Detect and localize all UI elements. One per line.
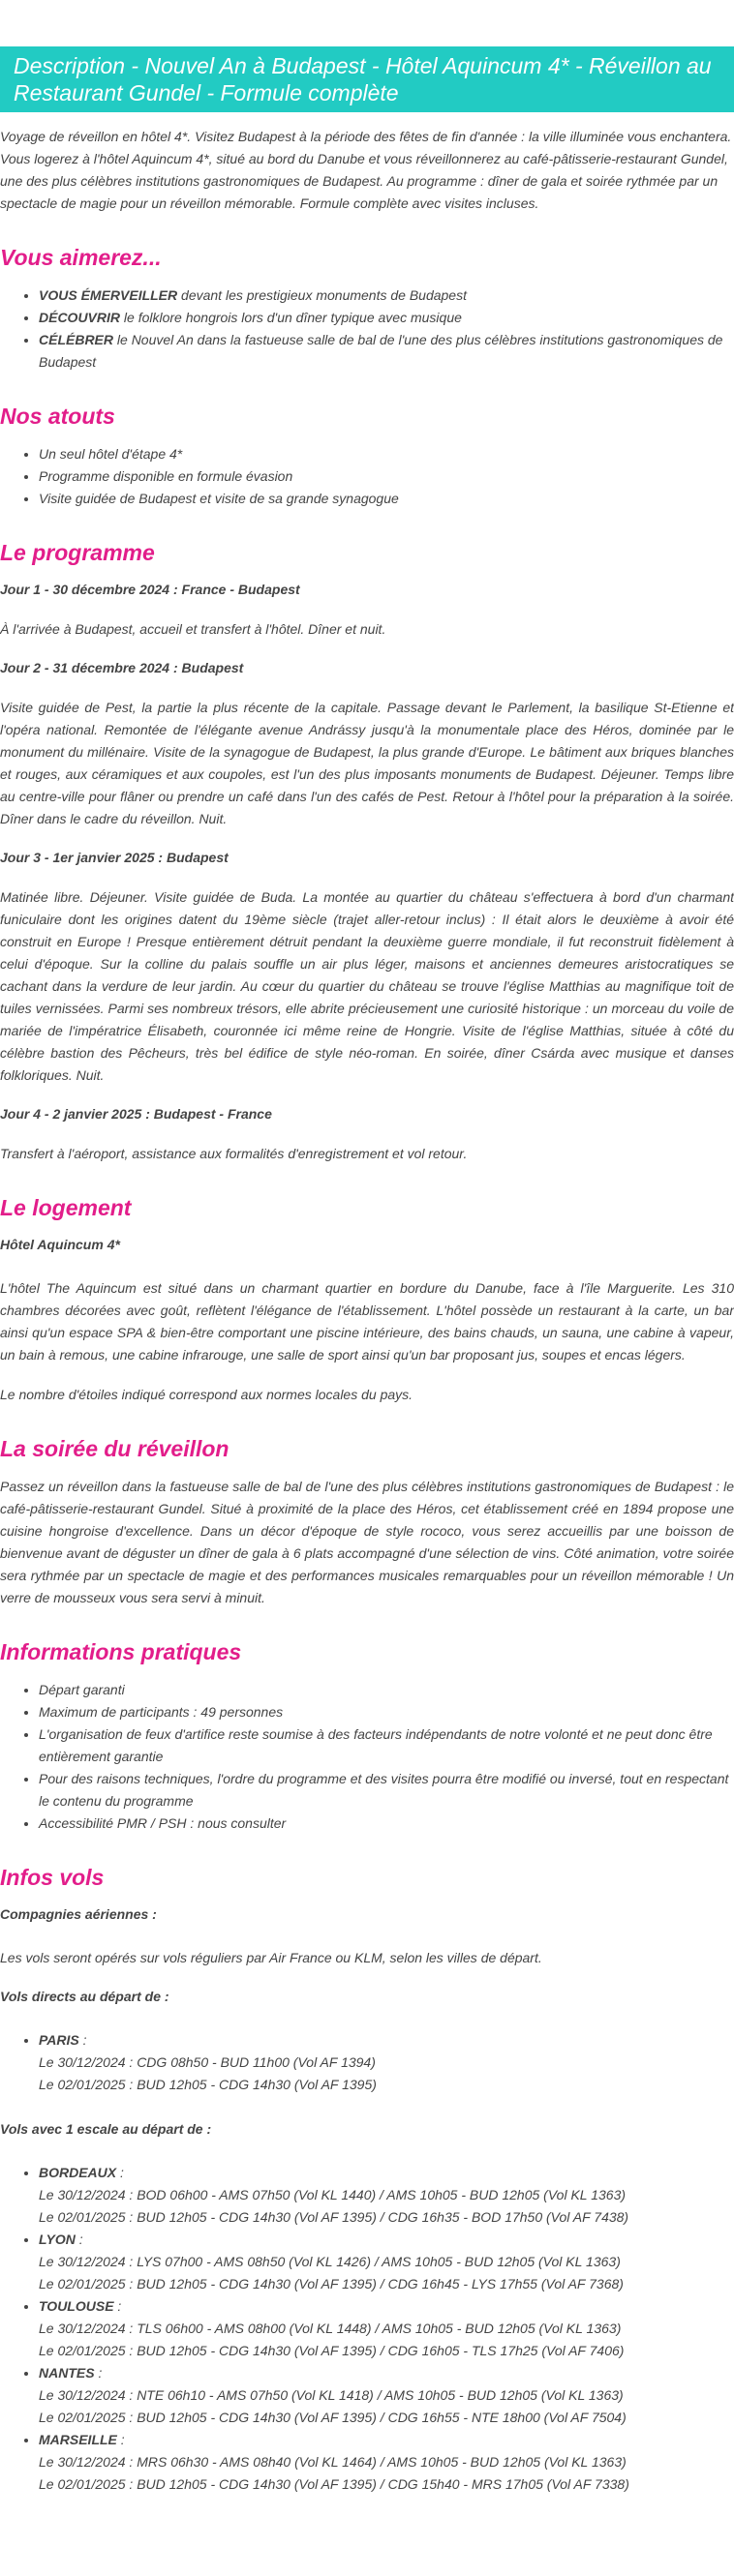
day-text: Visite guidée de Pest, la partie la plus récente de la capitale. Passage devant le Parlement, la basilique St-Etienne et l'opéra national. Remontée de l'élégante avenue Andrássy jusqu'à la monumentale place des Héros, dominée par le monument du millénaire. Visite de la synagogue de Budapest, la plus grande d'Europe. Le bâtiment aux briques blanches et rouges, aux céramiques et aux coupoles, est l'un des plus imposants monuments de Budapest. Déjeuner. Temps libre au centre-ville pour flâner ou prendre un café dans l'un des cafés de Pest. Retour à l'hôtel pour la préparation à la soirée. Dîner dans le cadre du réveillon. Nuit. (0, 700, 734, 826)
atouts-heading: Nos atouts (0, 404, 115, 429)
list-item: • Accessibilité PMR / PSH : nous consulter (39, 1812, 734, 1835)
city-name: PARIS (39, 2032, 79, 2048)
programme-heading: Le programme (0, 540, 155, 565)
companies-text: Les vols seront opérés sur vols réguliers par Air France ou KLM, selon les villes de départ. (0, 1950, 542, 1965)
flight-item: • BORDEAUX : Le 30/12/2024 : BOD 06h00 - AMS 07h50 (Vol KL 1440) / AMS 10h05 - BUD 12h05 (Vol KL 1363) Le 02/01/2025 : BUD 12h05 - CDG 14h30 (Vol AF 1395) / CDG 16h35 - BOD 17h50 (Vol AF 7438) (39, 2162, 734, 2229)
list-item: • L'organisation de feux d'artifice reste soumise à des facteurs indépendants de notre volonté et ne peut donc être entièrement garantie (39, 1723, 734, 1768)
flight-line: Le 30/12/2024 : MRS 06h30 - AMS 08h40 (Vol KL 1464) / AMS 10h05 - BUD 12h05 (Vol KL 1363) (39, 2454, 627, 2470)
list-item: • Un seul hôtel d'étape 4* (39, 443, 734, 465)
infos-heading: Informations pratiques (0, 1639, 242, 1664)
city-name: NANTES (39, 2365, 95, 2381)
stars-note: Le nombre d'étoiles indiqué correspond aux normes locales du pays. (0, 1387, 413, 1402)
aimerez-heading: Vous aimerez... (0, 245, 162, 270)
flight-line: Le 02/01/2025 : BUD 12h05 - CDG 14h30 (Vol AF 1395) / CDG 16h45 - LYS 17h55 (Vol AF 7368) (39, 2276, 624, 2291)
infos-list (0, 1679, 734, 1835)
item-strong: CÉLÉBRER (39, 332, 114, 347)
day-title: Jour 4 - 2 janvier 2025 : Budapest - France (0, 1106, 272, 1122)
flight-line: Le 02/01/2025 : BUD 12h05 - CDG 14h30 (Vol AF 1395) / CDG 16h35 - BOD 17h50 (Vol AF 7438) (39, 2209, 629, 2225)
day-text: Matinée libre. Déjeuner. Visite guidée de Buda. La montée au quartier du château s'effectuera à bord d'un charmant funiculaire dont les origines datent du 19ème siècle (trajet aller-retour inclus) : Il était alors le deuxième à avoir été construit en Europe ! Presque entièrement détruit pendant la deuxième guerre mondiale, il fut reconstruit fidèlement à celui d'époque. Sur la colline du palais souffle un air plus léger, maisons et anciennes demeures aristocratiques se cachant dans la verdure de leur jardin. Au cœur du quartier du château se trouve l'église Matthias au magnifique toit de tuiles vernissées. Parmi ses nombreux trésors, elle abrite précieusement une curiosité historique : un morceau du voile de mariée de l'impératrice Élisabeth, couronnée ici même reine de Hongrie. Visite de l'église Matthias, située à côté du célèbre bastion des Pêcheurs, très bel édifice de style néo-roman. En soirée, dîner Csárda avec musique et danses folkloriques. Nuit. (0, 889, 734, 1083)
spacer (0, 2096, 734, 2112)
list-item: • Visite guidée de Budapest et visite de sa grande synagogue (39, 488, 734, 510)
day-title: Jour 3 - 1er janvier 2025 : Budapest (0, 850, 229, 865)
flight-line: Le 02/01/2025 : BUD 12h05 - CDG 14h30 (Vol AF 1395) / CDG 15h40 - MRS 17h05 (Vol AF 7338) (39, 2476, 629, 2492)
logement-heading: Le logement (0, 1195, 132, 1220)
list-item: • Programme disponible en formule évasion (39, 465, 734, 488)
soiree-heading: La soirée du réveillon (0, 1436, 229, 1461)
flight-line: Le 30/12/2024 : LYS 07h00 - AMS 08h50 (Vol KL 1426) / AMS 10h05 - BUD 12h05 (Vol KL 1363) (39, 2254, 621, 2269)
day-text: Transfert à l'aéroport, assistance aux formalités d'enregistrement et vol retour. (0, 1146, 468, 1161)
flight-item: • TOULOUSE : Le 30/12/2024 : TLS 06h00 - AMS 08h00 (Vol KL 1448) / AMS 10h05 - BUD 12h05 (Vol KL 1363) Le 02/01/2025 : BUD 12h05 - CDG 14h30 (Vol AF 1395) / CDG 16h05 - TLS 17h25 (Vol AF 7406) (39, 2295, 734, 2362)
escale-flights-list (0, 2162, 734, 2496)
list-item: • Pour des raisons techniques, l'ordre du programme et des visites pourra être modifié ou inversé, tout en respectant le contenu du programme (39, 1768, 734, 1812)
item-strong: VOUS ÉMERVEILLER (39, 287, 178, 303)
city-name: LYON (39, 2232, 76, 2247)
hotel-text: L'hôtel The Aquincum est situé dans un charmant quartier en bordure du Danube, face à l'île Marguerite. Les 310 chambres décorées avec goût, reflètent l'élégance de l'établissement. L'hôtel possède un restaurant à la carte, un bar ainsi qu'un espace SPA & bien-être comportant une piscine intérieure, des bains chauds, un sauna, une cabine à vapeur, un bain à remous, une cabine infrarouge, une salle de sport ainsi qu'un bar proposant jus, soupes et encas légers. (0, 1280, 734, 1363)
day-title: Jour 2 - 31 décembre 2024 : Budapest (0, 660, 244, 675)
item-text: devant les prestigieux monuments de Budapest (177, 287, 467, 303)
item-text: le folklore hongrois lors d'un dîner typique avec musique (120, 310, 462, 325)
flight-line: Le 30/12/2024 : CDG 08h50 - BUD 11h00 (Vol AF 1394) (39, 2054, 376, 2070)
aimerez-list (0, 285, 734, 374)
page-title: Description - Nouvel An à Budapest - Hôtel Aquincum 4* - Réveillon au Restaurant Gundel - Formule complète (0, 46, 734, 112)
flight-line: Le 02/01/2025 : BUD 12h05 - CDG 14h30 (Vol AF 1395) / CDG 16h55 - NTE 18h00 (Vol AF 7504) (39, 2410, 627, 2425)
atouts-list (0, 443, 734, 510)
companies-title: Compagnies aériennes : (0, 1906, 157, 1922)
day-text: À l'arrivée à Budapest, accueil et transfert à l'hôtel. Dîner et nuit. (0, 621, 386, 637)
list-item: • Maximum de participants : 49 personnes (39, 1701, 734, 1723)
flight-line: Le 02/01/2025 : BUD 12h05 - CDG 14h30 (Vol AF 1395) / CDG 16h05 - TLS 17h25 (Vol AF 7406) (39, 2343, 625, 2358)
soiree-text: Passez un réveillon dans la fastueuse salle de bal de l'une des plus célèbres institutions gastronomiques de Budapest : le café-pâtisserie-restaurant Gundel. Situé à proximité de la place des Héros, cet établissement créé en 1894 propose une cuisine hongroise d'excellence. Dans un décor d'époque de style rococo, vous serez accueillis par une boisson de bienvenue avant de déguster un dîner de gala à 6 plats accompagné d'une sélection de vins. Côté animation, votre soirée sera rythmée par un spectacle de magie et des performances musicales remarquables pour un réveillon mémorable ! Un verre de mousseux vous sera servi à minuit. (0, 1479, 734, 1605)
city-name: BORDEAUX (39, 2165, 117, 2180)
day-title: Jour 1 - 30 décembre 2024 : France - Budapest (0, 582, 300, 597)
list-item (39, 307, 734, 329)
city-name: MARSEILLE (39, 2432, 117, 2447)
list-item (39, 329, 734, 374)
list-item: • Départ garanti (39, 1679, 734, 1701)
flight-item: • NANTES : Le 30/12/2024 : NTE 06h10 - AMS 07h50 (Vol KL 1418) / AMS 10h05 - BUD 12h05 (Vol KL 1363) Le 02/01/2025 : BUD 12h05 - CDG 14h30 (Vol AF 1395) / CDG 16h55 - NTE 18h00 (Vol AF 7504) (39, 2362, 734, 2429)
flight-item: • LYON : Le 30/12/2024 : LYS 07h00 - AMS 08h50 (Vol KL 1426) / AMS 10h05 - BUD 12h05 (Vol KL 1363) Le 02/01/2025 : BUD 12h05 - CDG 14h30 (Vol AF 1395) / CDG 16h45 - LYS 17h55 (Vol AF 7368) (39, 2229, 734, 2295)
intro-text: Voyage de réveillon en hôtel 4*. Visitez Budapest à la période des fêtes de fin d'année : la ville illuminée vous enchantera. Vous logerez à l'hôtel Aquincum 4*, situé au bord du Danube et vous réveillonnerez au café-pâtisserie-restaurant Gundel, une des plus célèbres institutions gastronomiques de Budapest. Au programme : dîner de gala et soirée rythmée par un spectacle de magie pour un réveillon mémorable. Formule complète avec visites incluses. (0, 129, 732, 211)
vols-heading: Infos vols (0, 1865, 105, 1890)
direct-title: Vols directs au départ de : (0, 1989, 169, 2004)
flight-line: Le 30/12/2024 : NTE 06h10 - AMS 07h50 (Vol KL 1418) / AMS 10h05 - BUD 12h05 (Vol KL 1363) (39, 2387, 624, 2403)
list-item (39, 285, 734, 307)
escale-title: Vols avec 1 escale au départ de : (0, 2121, 212, 2137)
direct-flights-list (0, 2029, 734, 2096)
item-strong: DÉCOUVRIR (39, 310, 121, 325)
item-text: le Nouvel An dans la fastueuse salle de bal de l'une des plus célèbres institutions gastronomiques de Budapest (39, 332, 723, 370)
hotel-name: Hôtel Aquincum 4* (0, 1237, 120, 1252)
page (0, 46, 734, 2534)
flight-line: Le 02/01/2025 : BUD 12h05 - CDG 14h30 (Vol AF 1395) (39, 2077, 377, 2092)
flight-item: • MARSEILLE : Le 30/12/2024 : MRS 06h30 - AMS 08h40 (Vol KL 1464) / AMS 10h05 - BUD 12h05 (Vol KL 1363) Le 02/01/2025 : BUD 12h05 - CDG 14h30 (Vol AF 1395) / CDG 15h40 - MRS 17h05 (Vol AF 7338) (39, 2429, 734, 2496)
flight-line: Le 30/12/2024 : BOD 06h00 - AMS 07h50 (Vol KL 1440) / AMS 10h05 - BUD 12h05 (Vol KL 1363) (39, 2187, 627, 2202)
flight-item: • PARIS : Le 30/12/2024 : CDG 08h50 - BUD 11h00 (Vol AF 1394) Le 02/01/2025 : BUD 12h05 - CDG 14h30 (Vol AF 1395) (39, 2029, 734, 2096)
city-name: TOULOUSE (39, 2298, 114, 2314)
flight-line: Le 30/12/2024 : TLS 06h00 - AMS 08h00 (Vol KL 1448) / AMS 10h05 - BUD 12h05 (Vol KL 1363) (39, 2321, 622, 2336)
